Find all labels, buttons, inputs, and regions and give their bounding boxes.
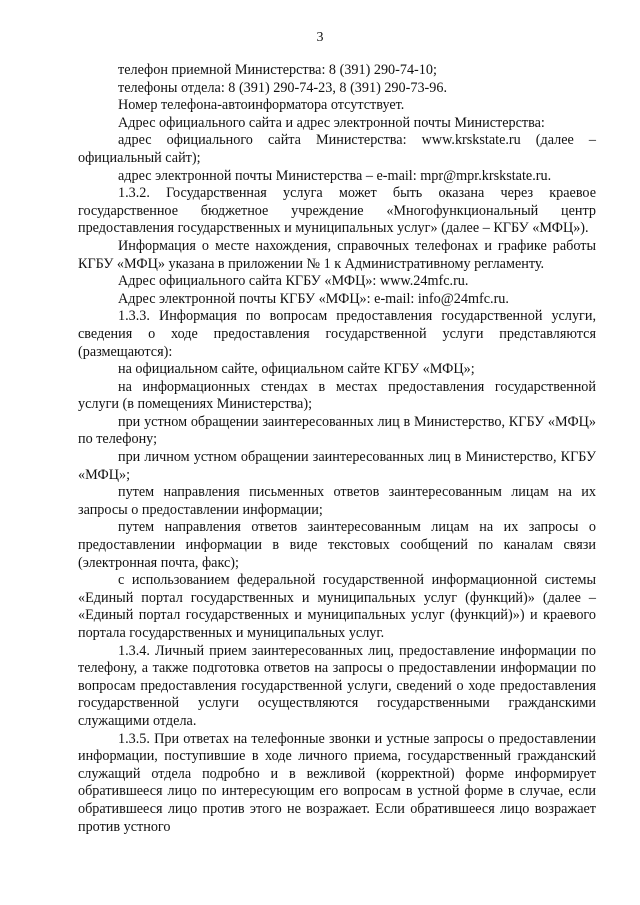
paragraph-mfc-website: Адрес официального сайта КГБУ «МФЦ»: www.24mfc.ru.: [118, 273, 469, 290]
paragraph-written-answers: путем направления письменных ответов заинтересованным лицам на их запросы о предоставлении информации;: [78, 484, 596, 518]
paragraph-mfc-location-info: Информация о месте нахождения, справочных телефонах и графике работы КГБУ «МФЦ» указана в приложении № 1 к Административному регламенту.: [78, 237, 596, 272]
paragraph-personal-oral-request: при личном устном обращении заинтересованных лиц в Министерство, КГБУ «МФЦ»;: [78, 449, 596, 483]
paragraph-text-message-answers: путем направления ответов заинтересованным лицам на их запросы о предоставлении информации в виде текстовых сообщений по каналам связи (электронная почта, факс);: [78, 519, 596, 571]
page-number: 3: [316, 30, 324, 45]
paragraph-website-email-heading: Адрес официального сайта и адрес электронной почты Министерства:: [118, 114, 545, 131]
paragraph-official-site: адрес официального сайта Министерства: www.krskstate.ru (далее – официальный сайт);: [78, 132, 596, 166]
paragraph-oral-phone-request: при устном обращении заинтересованных лиц в Министерство, КГБУ «МФЦ» по телефону;: [78, 413, 596, 448]
paragraph-on-official-site: на официальном сайте, официальном сайте КГБУ «МФЦ»;: [118, 361, 475, 378]
paragraph-info-stands: на информационных стендах в местах предоставления государственной услуги (в помещениях Министерства);: [78, 378, 596, 413]
paragraph-ministry-reception-phone: телефон приемной Министерства: 8 (391) 290-74-10;: [118, 62, 437, 78]
paragraph-department-phones: телефоны отдела: 8 (391) 290-74-23, 8 (391) 290-73-96.: [118, 79, 447, 96]
paragraph-ministry-email: адрес электронной почты Министерства – e-mail: mpr@mpr.krskstate.ru.: [118, 167, 552, 184]
paragraph-1-3-4: 1.3.4. Личный прием заинтересованных лиц, предоставление информации по телефону, а также подготовка ответов на запросы о предоставлении информации по вопросам предоставления государственной услуги, сведений о ходе предоставления государственной услуги осуществляются государственными гражданскими служащими отдела.: [78, 642, 596, 729]
paragraph-autoinformer: Номер телефона-автоинформатора отсутствует.: [118, 97, 405, 114]
paragraph-mfc-email: Адрес электронной почты КГБУ «МФЦ»: e-mail: info@24mfc.ru.: [118, 290, 509, 307]
paragraph-1-3-3: 1.3.3. Информация по вопросам предоставления государственной услуги, сведения о ходе предоставления государственной услуги представляются (размещаются):: [78, 308, 596, 360]
paragraph-unified-portal: с использованием федеральной государственной информационной системы «Единый портал государственных и муниципальных услуг (функций)» (далее – «Единый портал государственных и муниципальных услуг (функций)») и краевого портала государственных и муниципальных услуг.: [78, 572, 596, 641]
paragraph-1-3-2: 1.3.2. Государственная услуга может быть оказана через краевое государственное бюджетное учреждение «Многофункциональный центр предоставления государственных и муниципальных услуг» (далее – КГБУ «МФЦ»).: [78, 185, 596, 237]
paragraph-1-3-5: 1.3.5. При ответах на телефонные звонки и устные запросы о предоставлении информации, поступившие в ходе личного приема, государственный гражданский служащий отдела подробно и в вежливой (корректной) форме информирует обратившееся лицо по интересующим его вопросам в устной форме в случае, если обратившееся лицо против этого не возражает. Если обратившееся лицо возражает против устного: [78, 730, 596, 835]
document-body: [78, 62, 596, 836]
